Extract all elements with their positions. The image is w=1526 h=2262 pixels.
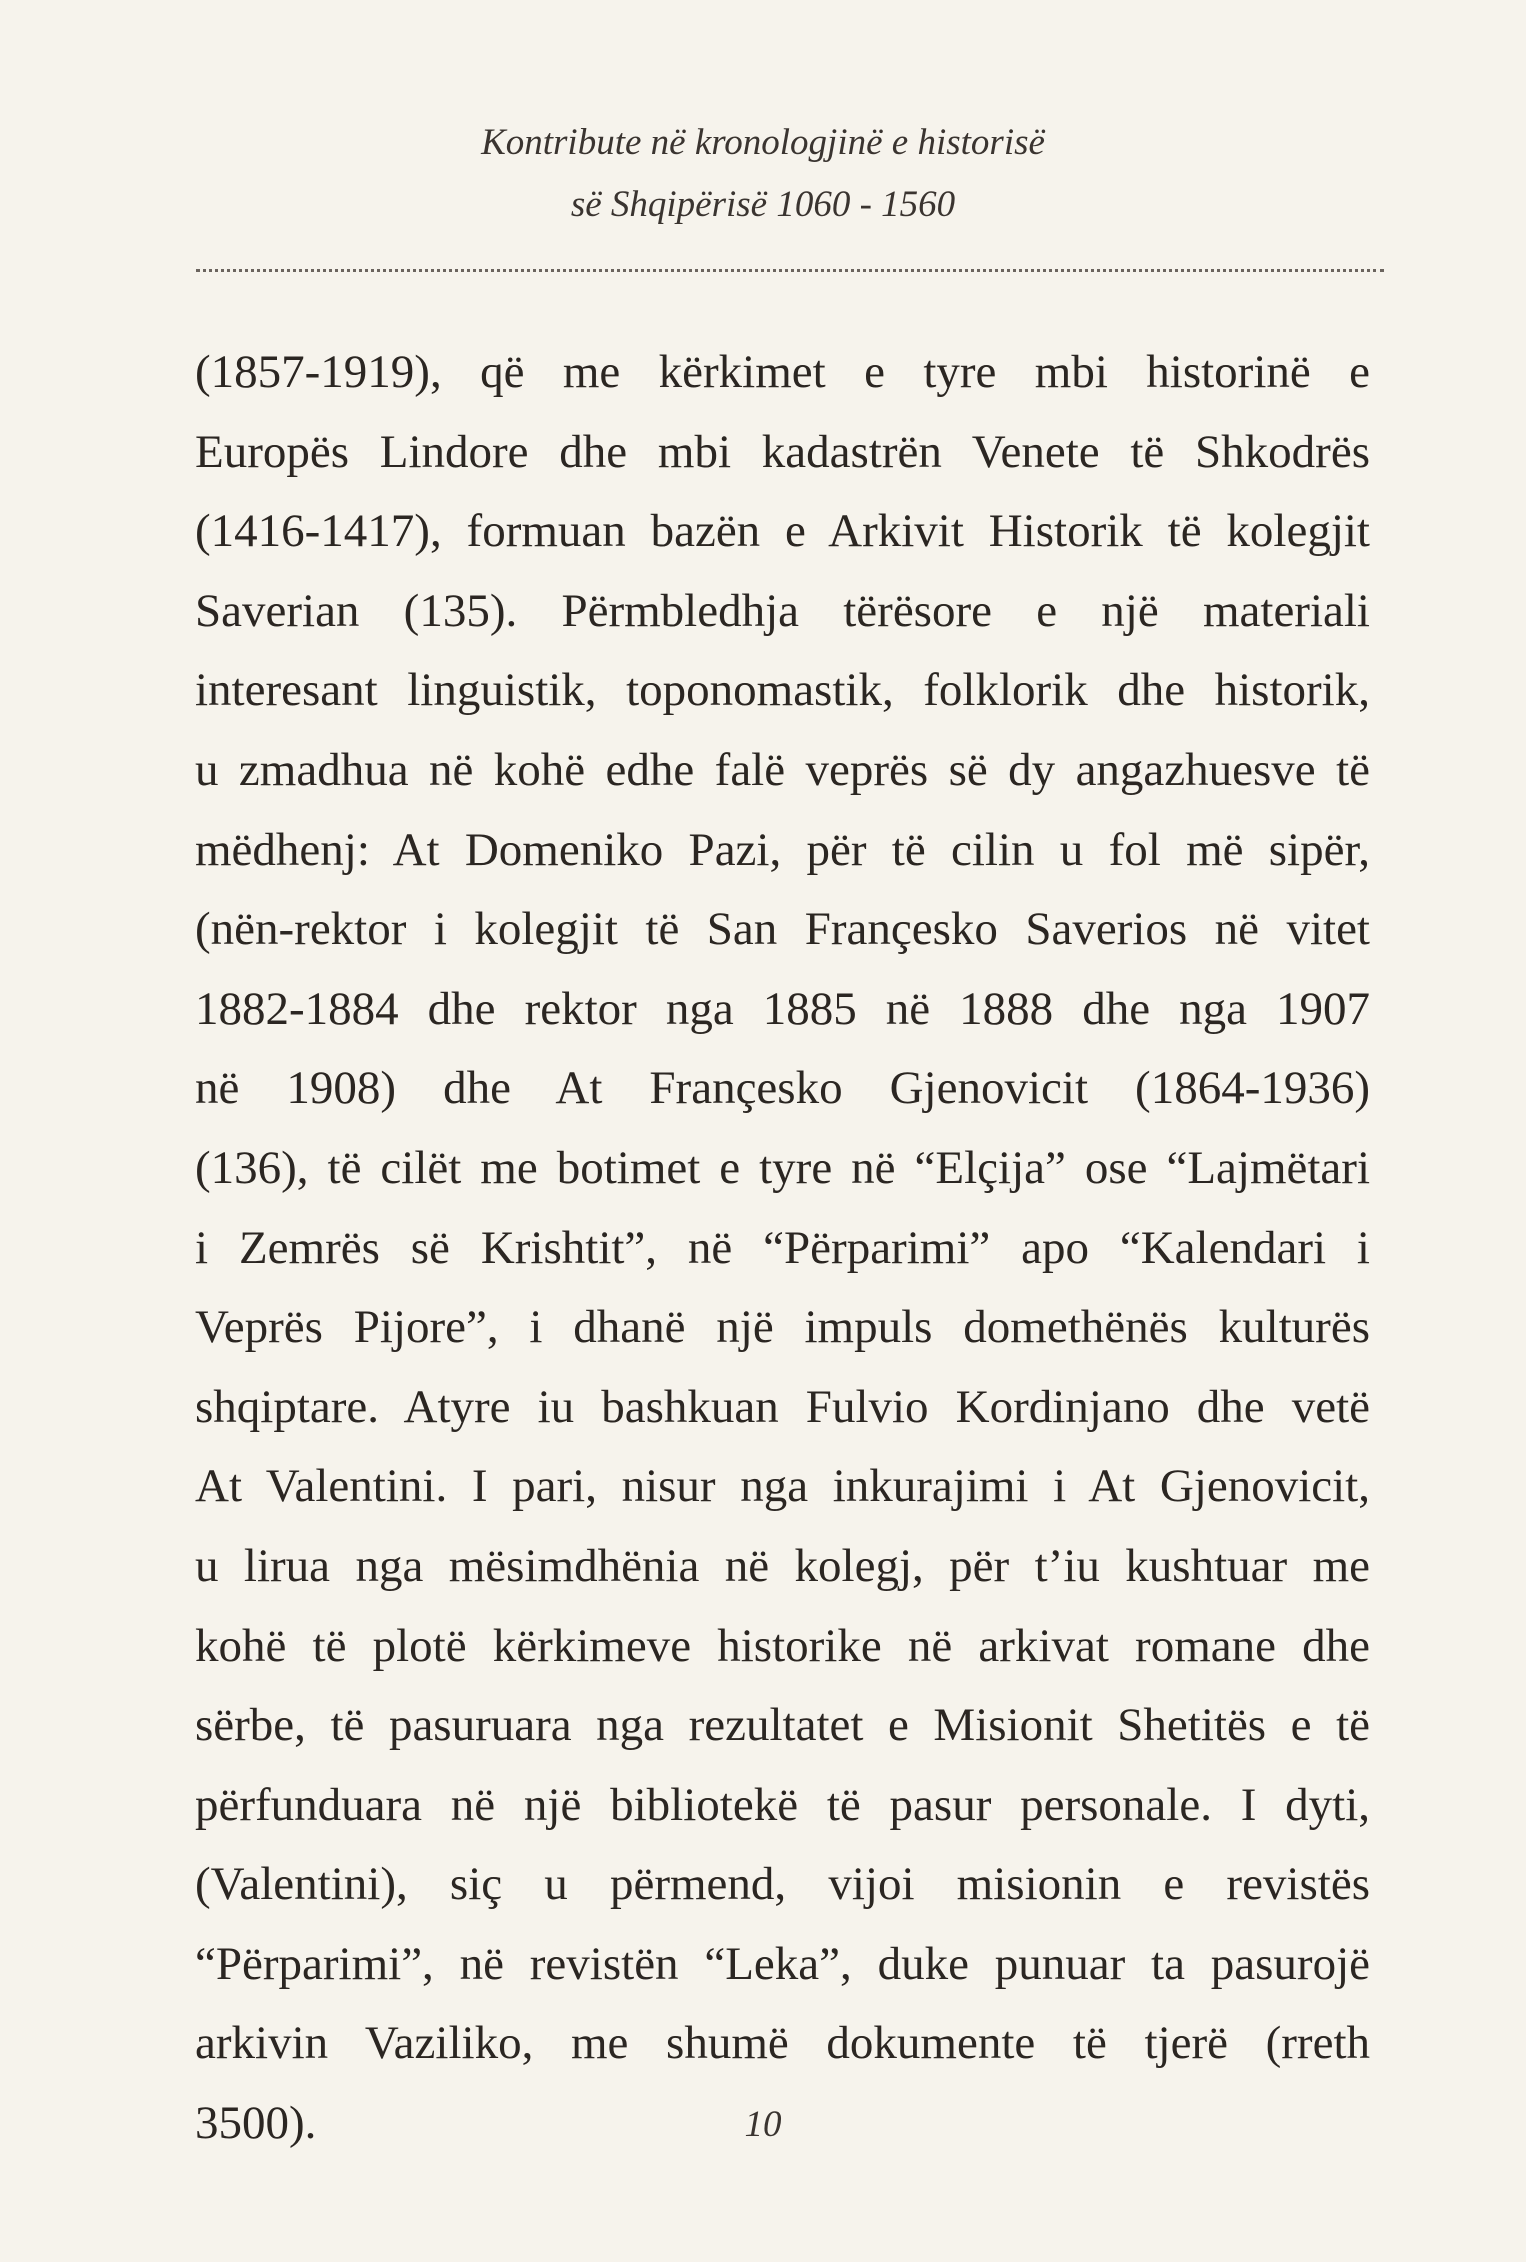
- text-line: 1882-1884 dhe rektor nga 1885 në 1888 dhe nga 1907: [195, 982, 1370, 1035]
- text-line: sërbe, të pasuruara nga rezultatet e Misionit Shetitës e të: [195, 1699, 1370, 1752]
- page-number: 10: [744, 2104, 782, 2145]
- running-head-title: Kontribute në kronologjinë e historisë: [481, 122, 1045, 163]
- text-line: mëdhenj: At Domeniko Pazi, për të cilin u fol më sipër,: [195, 823, 1370, 876]
- text-line: Veprës Pijore”, i dhanë një impuls domethënës kulturës: [195, 1301, 1370, 1354]
- text-line: (Valentini), siç u përmend, vijoi misionin e revistës: [195, 1858, 1370, 1911]
- text-line: (nën-rektor i kolegjit të San Françesko Saverios në vitet: [195, 903, 1370, 956]
- text-line: kohë të plotë kërkimeve historike në arkivat romane dhe: [195, 1619, 1370, 1672]
- text-line: në 1908) dhe At Françesko Gjenovicit (1864-1936): [195, 1062, 1370, 1115]
- text-line: i Zemrës së Krishtit”, në “Përparimi” apo “Kalendari i: [195, 1221, 1370, 1274]
- text-line: u zmadhua në kohë edhe falë veprës së dy angazhuesve të: [195, 743, 1370, 796]
- text-line: arkivin Vaziliko, me shumë dokumente të tjerë (rreth: [195, 2017, 1370, 2070]
- text-line: At Valentini. I pari, nisur nga inkurajimi i At Gjenovicit,: [195, 1460, 1370, 1513]
- text-line: (1416-1417), formuan bazën e Arkivit Historik të kolegjit: [195, 505, 1370, 558]
- running-head-subtitle: së Shqipërisë 1060 - 1560: [570, 184, 956, 225]
- body-paragraph: [195, 333, 1370, 2164]
- text-line: u lirua nga mësimdhënia në kolegj, për t’iu kushtuar me: [195, 1539, 1370, 1592]
- text-line: përfunduara në një bibliotekë të pasur personale. I dyti,: [195, 1778, 1370, 1831]
- text-line: “Përparimi”, në revistën “Leka”, duke punuar ta pasurojë: [195, 1937, 1370, 1990]
- text-line: Saverian (135). Përmbledhja tërësore e një materiali: [195, 584, 1370, 637]
- text-line: shqiptare. Atyre iu bashkuan Fulvio Kordinjano dhe vetë: [195, 1380, 1370, 1433]
- text-line: interesant linguistik, toponomastik, folklorik dhe historik,: [195, 664, 1370, 717]
- text-line: (1857-1919), që me kërkimet e tyre mbi historinë e: [195, 346, 1370, 398]
- header-divider: [196, 269, 1384, 272]
- text-line: Europës Lindore dhe mbi kadastrën Venete të Shkodrës: [195, 425, 1370, 478]
- text-line: (136), të cilët me botimet e tyre në “Elçija” ose “Lajmëtari: [195, 1141, 1370, 1194]
- text-line: 3500).: [195, 2097, 317, 2150]
